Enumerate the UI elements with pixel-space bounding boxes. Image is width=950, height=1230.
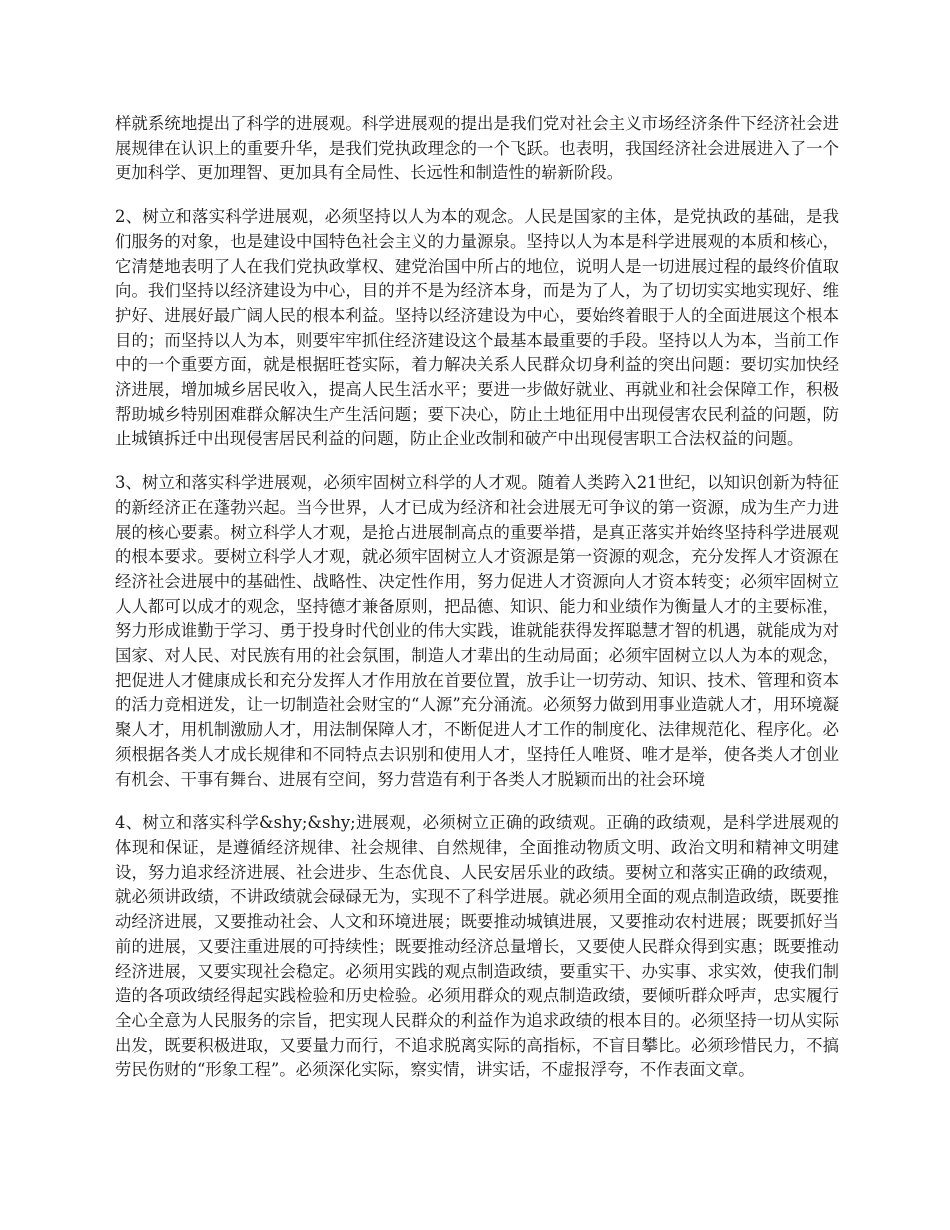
paragraph-talent-view: 3、树立和落实科学进展观，必须牢固树立科学的人才观。随着人类跨入21世纪，以知识创新为特征的新经济正在蓬勃兴起。当今世界，人才已成为经济和社会进展无可争议的第一资源，成为生产力进展的核心要素。树立科学人才观，是抢占进展制高点的重要举措，是真正落实并始终坚持科学进展观的根本要求。要树立科学人才观，就必须牢固树立人才资源是第一资源的观念，充分发挥人才资源在经济社会进展中的基础性、战略性、决定性作用，努力促进人才资源向人才资本转变；必须牢固树立人人都可以成才的观念，坚持德才兼备原则，把品德、知识、能力和业绩作为衡量人才的主要标准，努力形成谁勤于学习、勇于投身时代创业的伟大实践，谁就能获得发挥聪慧才智的机遇，就能成为对国家、对人民、对民族有用的社会氛围，制造人才辈出的生动局面；必须牢固树立以人为本的观念，把促进人才健康成长和充分发挥人才作用放在首要位置，放手让一切劳动、知识、技术、管理和资本的活力竞相迸发，让一切制造社会财宝的“人源”充分涌流。必须努力做到用事业造就人才，用环境凝聚人才，用机制激励人才，用法制保障人才，不断促进人才工作的制度化、法律规范化、程序化。必须根据各类人才成长规律和不同特点去识别和使用人才，坚持任人唯贤、唯才是举，使各类人才创业有机会、干事有舞台、进展有空间，努力营造有利于各类人才脱颖而出的社会环境	[115, 473, 839, 789]
paragraph-people-oriented: 2、树立和落实科学进展观，必须坚持以人为本的观念。人民是国家的主体，是党执政的基础，是我们服务的对象，也是建设中国特色社会主义的力量源泉。坚持以人为本是科学进展观的本质和核心，它清楚地表明了人在我们党执政掌权、建党治国中所占的地位，说明人是一切进展过程的最终价值取向。我们坚持以经济建设为中心，目的并不是为经济本身，而是为了人，为了切切实实地实现好、维护好、进展好最广阔人民的根本利益。坚持以经济建设为中心，要始终着眼于人的全面进展这个根本目的；而坚持以人为本，则要牢牢抓住经济建设这个最基本最重要的手段。坚持以人为本，当前工作中的一个重要方面，就是根据旺苍实际，着力解决关系人民群众切身利益的突出问题：要切实加快经济进展，增加城乡居民收入，提高人民生活水平；要进一步做好就业、再就业和社会保障工作，积极帮助城乡特别困难群众解决生产生活问题；要下决心，防止土地征用中出现侵害农民利益的问题，防止城镇拆迁中出现侵害居民利益的问题，防止企业改制和破产中出现侵害职工合法权益的问题。	[115, 207, 839, 449]
paragraph-achievement-view: 4、树立和落实科学&shy;&shy;进展观，必须树立正确的政绩观。正确的政绩观，是科学进展观的体现和保证，是遵循经济规律、社会规律、自然规律，全面推动物质文明、政治文明和精神文明建设，努力追求经济进展、社会进步、生态优良、人民安居乐业的政绩。要树立和落实正确的政绩观，就必须讲政绩，不讲政绩就会碌碌无为，实现不了科学进展。就必须用全面的观点制造政绩，既要推动经济进展，又要推动社会、人文和环境进展；既要推动城镇进展，又要推动农村进展；既要抓好当前的进展，又要注重进展的可持续性；既要推动经济总量增长，又要使人民群众得到实惠；既要推动经济进展，又要实现社会稳定。必须用实践的观点制造政绩，要重实干、办实事、求实效，使我们制造的各项政绩经得起实践检验和历史检验。必须用群众的观点制造政绩，要倾听群众呼声，忠实履行全心全意为人民服务的宗旨，把实现人民群众的利益作为追求政绩的根本目的。必须坚持一切从实际出发，既要积极进取，又要量力而行，不追求脱离实际的高指标，不盲目攀比。必须珍惜民力，不搞劳民伤财的“形象工程”。必须深化实际，察实情，讲实话，不虚报浮夸，不作表面文章。	[115, 813, 839, 1080]
document-page	[115, 112, 839, 1102]
paragraph-intro-conclusion: 样就系统地提出了科学的进展观。科学进展观的提出是我们党对社会主义市场经济条件下经济社会进展规律在认识上的重要升华，是我们党执政理念的一个飞跃。也表明，我国经济社会进展进入了一个更加科学、更加理智、更加具有全局性、长远性和制造性的崭新阶段。	[115, 114, 839, 183]
